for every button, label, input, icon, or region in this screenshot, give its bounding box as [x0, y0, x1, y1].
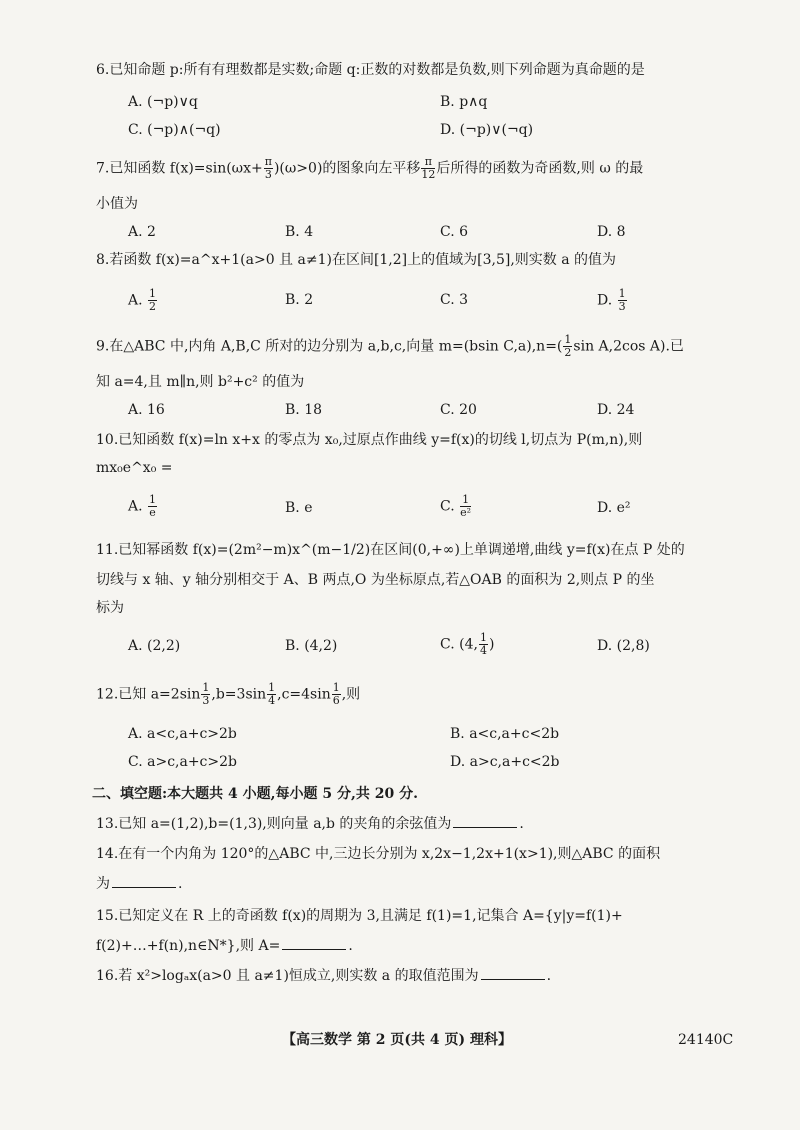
question-7-option-a: A. 2 [128, 224, 156, 240]
fraction [563, 334, 572, 359]
fraction-den: 3 [202, 694, 210, 707]
question-8-option-b: B. 2 [285, 292, 314, 308]
fraction [267, 682, 276, 707]
question-15-stem-line2 [96, 936, 736, 956]
question-9-stem [96, 334, 736, 359]
question-6-option-b: B. p∧q [440, 94, 488, 110]
fraction-num: 1 [462, 493, 470, 506]
question-12-stem-part: 12.已知 a=2sin [96, 686, 201, 703]
question-12-stem [96, 682, 736, 707]
fraction [148, 288, 157, 313]
fraction [148, 494, 157, 519]
option-close: ) [488, 636, 495, 653]
fraction-den: e² [460, 506, 472, 519]
question-6-stem: 6.已知命题 p:所有有理数都是实数;命题 q:正数的对数都是负数,则下列命题为真命题的是 [96, 62, 645, 78]
fraction-num: 1 [149, 287, 157, 300]
fraction-num: 1 [618, 287, 626, 300]
fraction-num: 1 [202, 681, 210, 694]
question-8-option-a [128, 288, 158, 313]
fraction-den: e [149, 506, 156, 519]
fraction-num: 1 [268, 681, 276, 694]
question-8-option-c: C. 3 [440, 292, 469, 308]
fraction [332, 682, 341, 707]
question-11-stem-line2: 切线与 x 轴、y 轴分别相交于 A、B 两点,O 为坐标原点,若△OAB 的面积为 2,则点 P 的坐 [96, 572, 655, 588]
answer-blank [453, 827, 517, 828]
question-10-option-a [128, 494, 158, 519]
question-15-text: f(2)+…+f(n),n∈N*},则 A= [96, 938, 281, 954]
fraction-num: π [264, 155, 272, 168]
page-footer: 【高三数学 第 2 页(共 4 页) 理科】 [282, 1032, 512, 1048]
question-12-option-a: A. a<c,a+c>2b [128, 726, 237, 742]
question-14-stem: 14.在有一个内角为 120°的△ABC 中,三边长分别为 x,2x−1,2x+1(x>1),则△ABC 的面积 [96, 846, 661, 862]
question-10-stem: 10.已知函数 f(x)=ln x+x 的零点为 x₀,过原点作曲线 y=f(x)的切线 l,切点为 P(m,n),则 [96, 432, 643, 448]
question-8-option-d [597, 288, 628, 313]
question-11-option-a: A. (2,2) [128, 638, 181, 654]
option-label: C. [440, 498, 455, 515]
question-9-stem-part: sin A,2cos A).已 [573, 338, 684, 355]
question-7-option-d: D. 8 [597, 224, 626, 240]
fraction-num: 1 [149, 493, 157, 506]
fraction-den: 6 [332, 694, 340, 707]
option-label: A. [128, 498, 143, 515]
period: . [519, 816, 524, 832]
question-10-option-b: B. e [285, 500, 313, 516]
fraction-den: 2 [564, 346, 572, 359]
question-7-option-b: B. 4 [285, 224, 314, 240]
question-12-stem-part: ,c=4sin [277, 686, 331, 703]
answer-blank [112, 887, 176, 888]
fraction [421, 156, 435, 181]
question-11-option-c [440, 632, 494, 657]
question-12-option-b: B. a<c,a+c<2b [450, 726, 560, 742]
fraction [618, 288, 627, 313]
fraction-num: 1 [479, 631, 487, 644]
question-10-option-d: D. e² [597, 500, 631, 516]
fraction-den: 4 [479, 644, 487, 657]
question-9-option-b: B. 18 [285, 402, 323, 418]
fraction [479, 632, 488, 657]
question-7-stem-part: 7.已知函数 f(x)=sin(ωx+ [96, 160, 263, 177]
section-2-heading: 二、填空题:本大题共 4 小题,每小题 5 分,共 20 分. [92, 786, 418, 802]
question-15-stem: 15.已知定义在 R 上的奇函数 f(x)的周期为 3,且满足 f(1)=1,记集合 A={y|y=f(1)+ [96, 908, 623, 924]
question-13-text: 13.已知 a=(1,2),b=(1,3),则向量 a,b 的夹角的余弦值为 [96, 816, 452, 832]
answer-blank [282, 949, 346, 950]
fraction-den: 4 [268, 694, 276, 707]
question-7-stem-line2: 小值为 [96, 196, 138, 212]
question-7-stem [96, 156, 736, 181]
option-label: C. (4, [440, 636, 478, 653]
fraction [460, 494, 471, 519]
question-10-stem-line2: mx₀e^x₀ = [96, 460, 173, 476]
question-9-option-a: A. 16 [128, 402, 165, 418]
fraction-den: 3 [264, 168, 272, 181]
period: . [348, 938, 353, 954]
question-14-stem-line2 [96, 874, 736, 894]
question-13-stem [96, 814, 736, 834]
question-9-option-d: D. 24 [597, 402, 635, 418]
question-11-stem-line3: 标为 [96, 600, 124, 616]
question-7-option-c: C. 6 [440, 224, 469, 240]
fraction-num: 1 [332, 681, 340, 694]
question-9-stem-part: 9.在△ABC 中,内角 A,B,C 所对的边分别为 a,b,c,向量 m=(bsin C,a),n=( [96, 338, 563, 355]
question-6-option-a: A. (¬p)∨q [128, 94, 198, 110]
question-7-stem-part: )(ω>0)的图象向左平移 [273, 160, 421, 177]
question-16-text: 16.若 x²>logₐx(a>0 且 a≠1)恒成立,则实数 a 的取值范围为 [96, 968, 479, 984]
question-7-stem-part: 后所得的函数为奇函数,则 ω 的最 [436, 160, 644, 177]
fraction-num: 1 [564, 333, 572, 346]
question-16-stem [96, 966, 736, 986]
fraction [264, 156, 273, 181]
fraction-den: 12 [421, 168, 436, 181]
question-8-stem: 8.若函数 f(x)=a^x+1(a>0 且 a≠1)在区间[1,2]上的值域为[3,5],则实数 a 的值为 [96, 252, 617, 268]
period: . [178, 876, 183, 892]
question-9-stem-line2: 知 a=4,且 m∥n,则 b²+c² 的值为 [96, 374, 305, 390]
question-6-option-d: D. (¬p)∨(¬q) [440, 122, 534, 138]
answer-blank [481, 979, 545, 980]
question-9-option-c: C. 20 [440, 402, 477, 418]
exam-code: 24140C [678, 1032, 734, 1048]
question-11-option-d: D. (2,8) [597, 638, 650, 654]
question-12-stem-part: ,则 [341, 686, 361, 703]
question-14-text: 为 [96, 876, 110, 892]
question-12-option-d: D. a>c,a+c<2b [450, 754, 560, 770]
option-label: A. [128, 292, 143, 309]
question-6-option-c: C. (¬p)∧(¬q) [128, 122, 221, 138]
fraction-num: π [421, 156, 435, 169]
question-11-option-b: B. (4,2) [285, 638, 338, 654]
question-11-stem: 11.已知幂函数 f(x)=(2m²−m)x^(m−1/2)在区间(0,+∞)上单调递增,曲线 y=f(x)在点 P 处的 [96, 542, 685, 558]
question-10-option-c [440, 494, 472, 519]
fraction-den: 3 [618, 300, 626, 313]
option-label: D. [597, 292, 613, 309]
question-12-option-c: C. a>c,a+c>2b [128, 754, 237, 770]
fraction [201, 682, 210, 707]
fraction-den: 2 [149, 300, 157, 313]
period: . [546, 968, 552, 984]
question-12-stem-part: ,b=3sin [211, 686, 267, 703]
